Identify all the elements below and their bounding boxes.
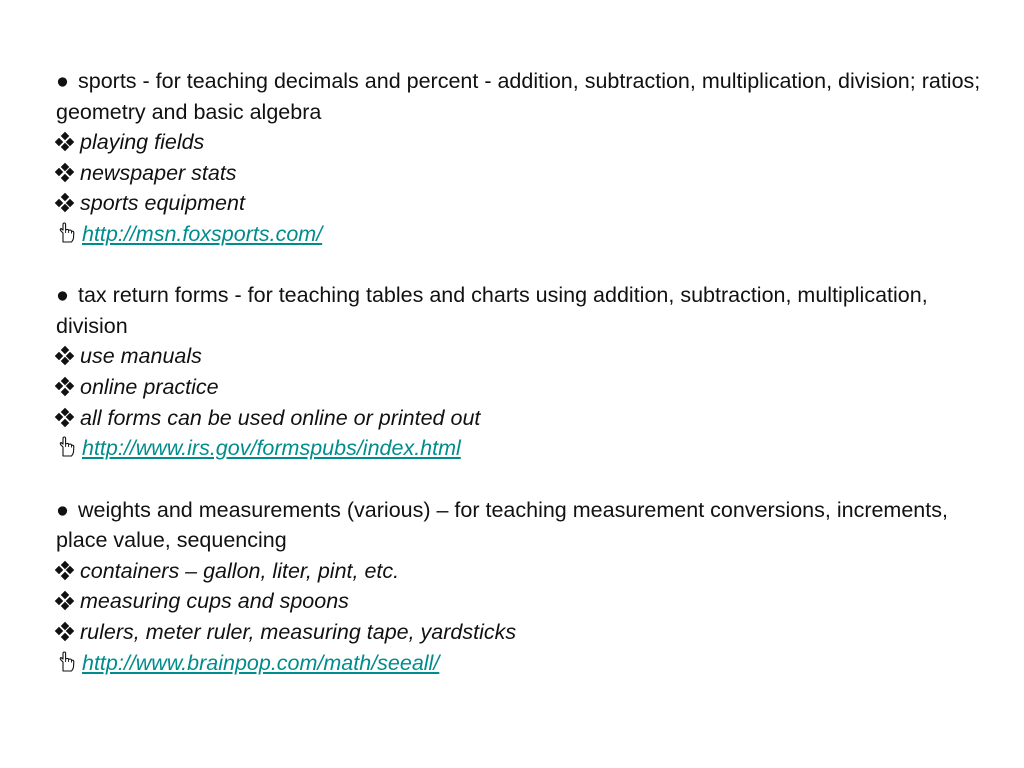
section-lead [56,495,991,556]
item-text: online practice [80,374,219,399]
four-diamond-icon [56,378,73,395]
pointing-hand-icon [56,222,76,244]
lead-text: weights and measurements (various) – for teaching measurement conversions, increments, place value, sequencing [56,497,948,553]
four-diamond-icon [56,194,73,211]
list-item [56,188,991,219]
pointing-hand-icon [56,436,76,458]
four-diamond-icon [56,133,73,150]
bullet-dot-icon: ● [56,497,69,522]
lead-text: tax return forms - for teaching tables and charts using addition, subtraction, multiplication, division [56,283,928,338]
four-diamond-icon [56,347,73,364]
section-lead [56,66,991,127]
slide-content [56,66,991,678]
list-item [56,617,991,648]
list-item [56,372,991,403]
bullet-dot-icon: ● [56,283,69,308]
item-text: use manuals [80,344,202,369]
irs-forms-link[interactable]: http://www.irs.gov/formspubs/index.html [82,436,461,461]
list-item [56,127,991,158]
item-text: playing fields [80,130,205,154]
item-text: all forms can be used online or printed out [80,405,481,430]
item-text: newspaper stats [80,160,237,185]
lead-text: sports - for teaching decimals and percent - addition, subtraction, multiplication, division; ratios; geometry and basic algebra [56,69,981,124]
pointing-hand-icon [56,651,76,673]
section-weights-measurements [56,495,991,678]
brainpop-link[interactable]: http://www.brainpop.com/math/seeall/ [82,650,440,675]
link-row [56,648,991,679]
section-tax-forms [56,280,991,463]
list-item [56,586,991,617]
section-sports [56,66,991,249]
list-item [56,403,991,434]
item-text: rulers, meter ruler, measuring tape, yardsticks [80,619,517,644]
four-diamond-icon [56,409,73,426]
link-row [56,219,991,250]
item-text: sports equipment [80,191,245,216]
section-lead [56,280,991,341]
four-diamond-icon [56,592,73,609]
foxsports-link[interactable]: http://msn.foxsports.com/ [82,221,323,246]
four-diamond-icon [56,562,73,579]
link-row [56,433,991,464]
list-item [56,158,991,189]
list-item [56,341,991,372]
item-text: containers – gallon, liter, pint, etc. [80,558,400,583]
four-diamond-icon [56,623,73,640]
list-item [56,556,991,587]
item-text: measuring cups and spoons [80,589,349,614]
four-diamond-icon [56,164,73,181]
bullet-dot-icon: ● [56,69,69,93]
